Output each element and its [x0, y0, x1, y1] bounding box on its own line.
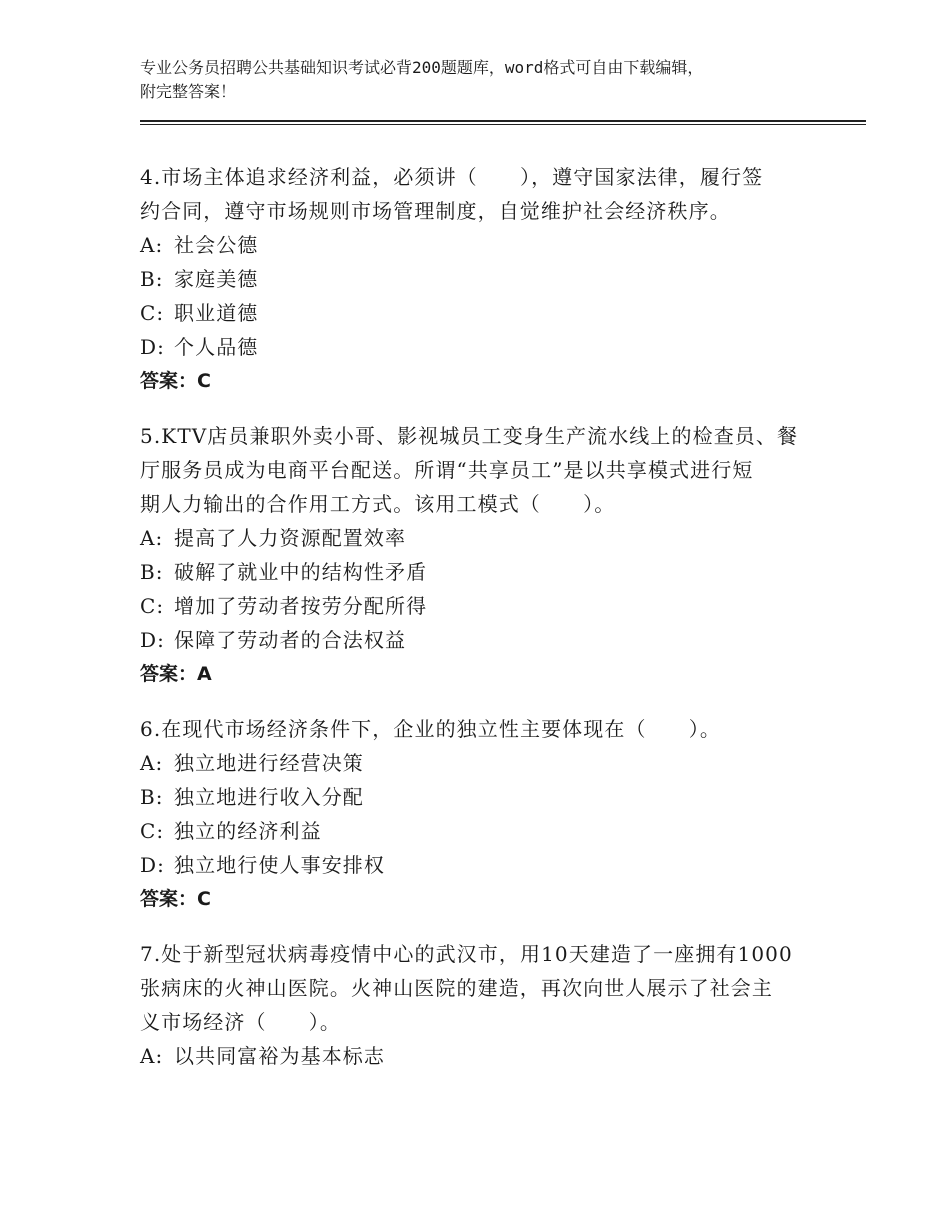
option-text: 增加了劳动者按劳分配所得 [174, 594, 428, 618]
question-7 [140, 937, 820, 1073]
question-text-line: 约合同，遵守市场规则市场管理制度，自觉维护社会经济秩序。 [140, 199, 731, 223]
header-divider-thick [140, 120, 866, 122]
option-d [140, 330, 820, 364]
option-b [140, 262, 820, 296]
answer-label: 答案：C [140, 370, 211, 392]
option-a [140, 228, 820, 262]
question-6 [140, 712, 820, 916]
option-key: A: [140, 233, 164, 257]
question-text-line: 6.在现代市场经济条件下，企业的独立性主要体现在（ ）。 [140, 717, 721, 741]
option-text: 提高了人力资源配置效率 [174, 526, 407, 550]
option-key: A: [140, 526, 164, 550]
option-text: 以共同富裕为基本标志 [174, 1044, 385, 1068]
option-c [140, 296, 820, 330]
option-d [140, 848, 820, 882]
question-text-line: 义市场经济（ ）。 [140, 1010, 341, 1034]
option-text: 职业道德 [174, 301, 259, 325]
option-text: 保障了劳动者的合法权益 [174, 628, 407, 652]
option-b [140, 780, 820, 814]
option-key: B: [140, 785, 164, 809]
answer-label: 答案：C [140, 888, 211, 910]
option-key: B: [140, 267, 164, 291]
question-text-line: 4.市场主体追求经济利益，必须讲（ ），遵守国家法律，履行签 [140, 165, 764, 189]
option-key: A: [140, 1044, 164, 1068]
header-line-1: 专业公务员招聘公共基础知识考试必背200题题库，word格式可自由下载编辑， [140, 58, 704, 77]
option-key: D: [140, 853, 165, 877]
option-a [140, 1039, 820, 1073]
answer-label: 答案：A [140, 663, 212, 685]
question-text-line: 厅服务员成为电商平台配送。所谓“共享员工”是以共享模式进行短 [140, 458, 754, 482]
question-list [140, 160, 820, 1094]
option-text: 独立的经济利益 [174, 819, 322, 843]
option-key: C: [140, 819, 165, 843]
option-key: C: [140, 594, 165, 618]
option-text: 独立地进行收入分配 [174, 785, 364, 809]
option-text: 独立地行使人事安排权 [174, 853, 385, 877]
question-text-line: 5.KTV店员兼职外卖小哥、影视城员工变身生产流水线上的检查员、餐 [140, 424, 799, 448]
option-a [140, 521, 820, 555]
option-key: D: [140, 335, 165, 359]
option-d [140, 623, 820, 657]
option-key: A: [140, 751, 164, 775]
option-text: 破解了就业中的结构性矛盾 [174, 560, 428, 584]
question-text-line: 张病床的火神山医院。火神山医院的建造，再次向世人展示了社会主 [140, 976, 773, 1000]
option-text: 独立地进行经营决策 [174, 751, 364, 775]
question-text-line: 7.处于新型冠状病毒疫情中心的武汉市，用10天建造了一座拥有1000 [140, 942, 793, 966]
question-4 [140, 160, 820, 398]
question-5 [140, 419, 820, 691]
option-b [140, 555, 820, 589]
option-key: D: [140, 628, 165, 652]
option-text: 个人品德 [174, 335, 259, 359]
option-a [140, 746, 820, 780]
option-c [140, 589, 820, 623]
option-key: C: [140, 301, 165, 325]
option-c [140, 814, 820, 848]
header-divider-thin [140, 124, 866, 125]
header-line-2: 附完整答案！ [140, 82, 237, 101]
option-key: B: [140, 560, 164, 584]
option-text: 家庭美德 [174, 267, 259, 291]
page-header [140, 56, 810, 104]
option-text: 社会公德 [174, 233, 259, 257]
question-text-line: 期人力输出的合作用工方式。该用工模式（ ）。 [140, 492, 616, 516]
